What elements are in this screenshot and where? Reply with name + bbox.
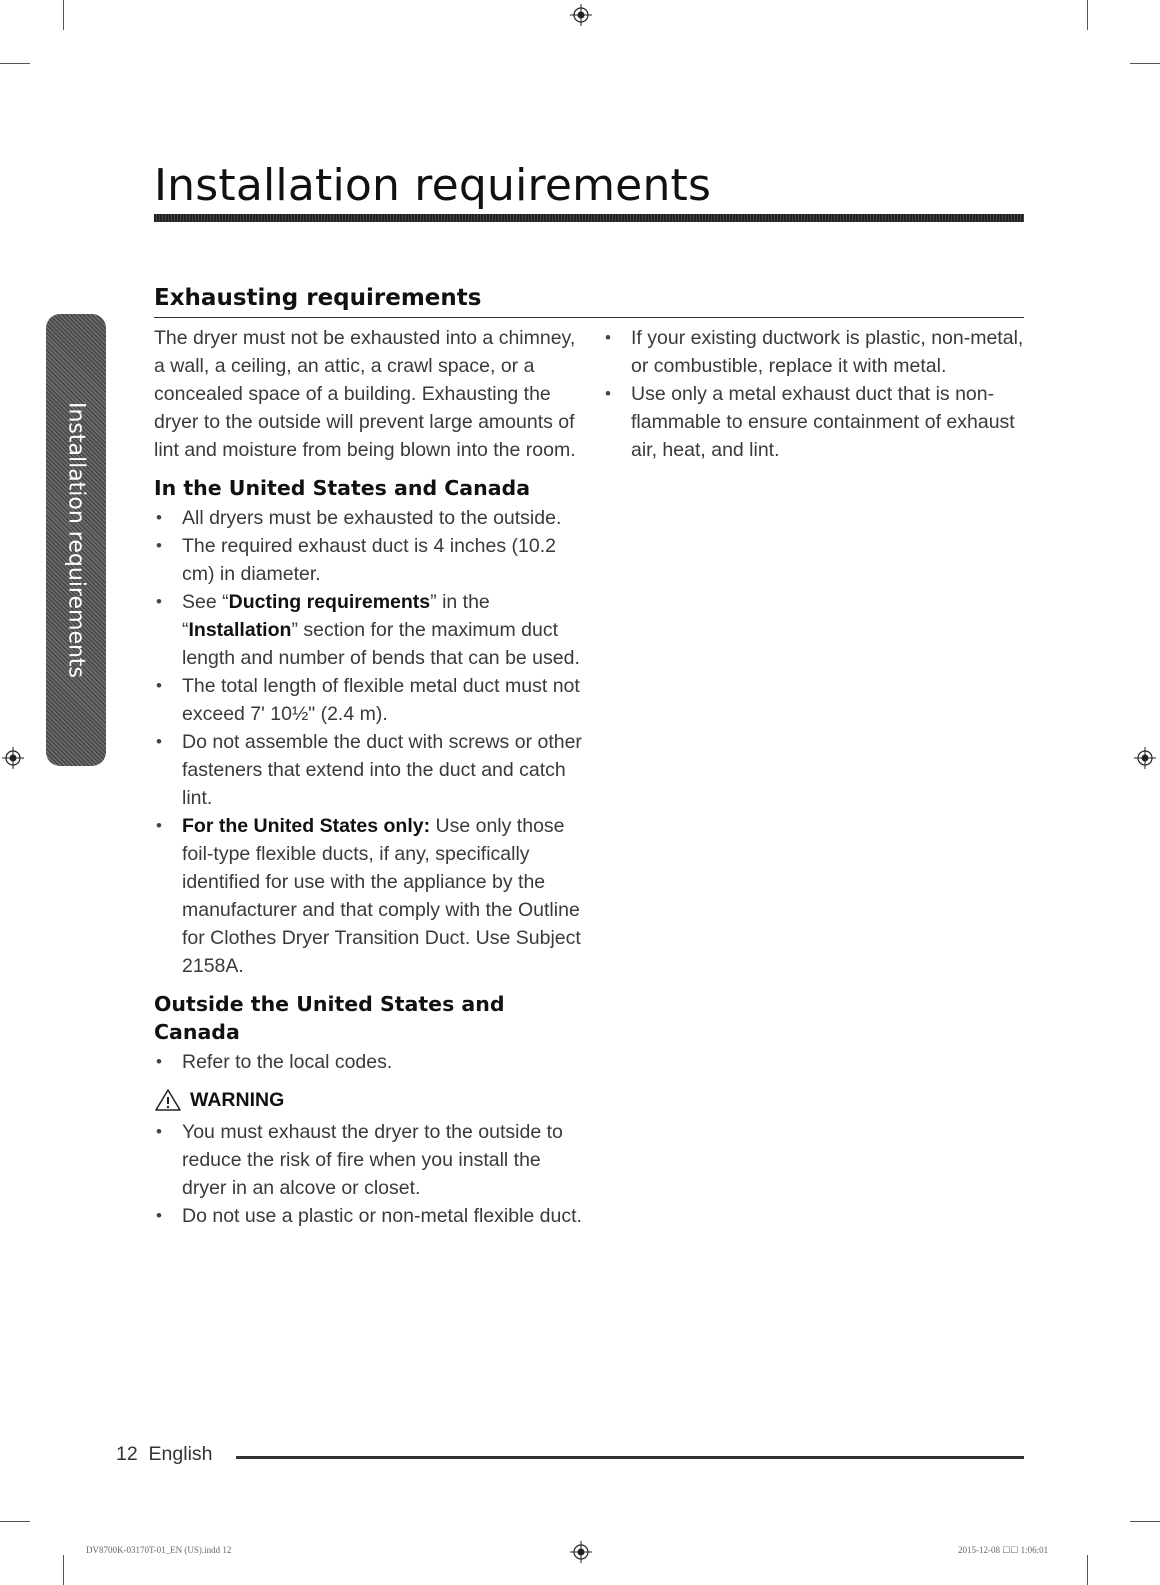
left-column <box>154 324 584 1240</box>
print-slug-date: 2015-12-08 ☐☐ 1:06:01 <box>958 1545 1049 1555</box>
list-item <box>154 588 584 672</box>
registration-mark-icon <box>1134 747 1156 769</box>
footer-rule <box>236 1456 1024 1459</box>
crop-mark <box>1087 0 1088 30</box>
installation-ref: Installation <box>188 619 292 641</box>
side-tab-label: Installation requirements <box>63 401 89 679</box>
list-item: • The required exhaust duct is 4 inches (10.2 cm) in diameter. <box>154 532 584 588</box>
us-canada-heading: In the United States and Canada <box>154 476 531 500</box>
crop-mark <box>1130 63 1160 64</box>
list-item: • The total length of flexible metal duct must not exceed 7' 10½" (2.4 m). <box>154 672 584 728</box>
warning-list <box>154 1118 584 1230</box>
intro-paragraph: The dryer must not be exhausted into a chimney, a wall, a ceiling, an attic, a crawl space, or a concealed space of a building. Exhausting the dryer to the outside will prevent large amounts of lint and moisture from being blown into the room. <box>154 327 576 461</box>
us-only-label: For the United States only: <box>182 815 431 837</box>
page-title: Installation requirements <box>154 160 712 211</box>
registration-mark-icon <box>570 1541 592 1563</box>
page-number: 12 <box>116 1443 138 1465</box>
list-item: • Do not assemble the duct with screws or other fasteners that extend into the duct and catch lint. <box>154 728 584 812</box>
list-item: • You must exhaust the dryer to the outside to reduce the risk of fire when you install the dryer in an alcove or closet. <box>154 1118 584 1202</box>
text-segment: ” in the “ <box>182 591 490 641</box>
crop-mark <box>1087 1555 1088 1585</box>
warning-header <box>154 1086 584 1114</box>
text-segment: ” section for the maximum duct length and number of bends that can be used. <box>182 619 580 669</box>
warning-label: WARNING <box>190 1089 285 1111</box>
page-footer <box>116 1443 213 1466</box>
registration-mark-icon <box>2 747 24 769</box>
text-segment: See “ <box>182 591 229 613</box>
print-slug-file: DV8700K-03170T-01_EN (US).indd 12 <box>86 1545 232 1555</box>
outside-heading: Outside the United States and Canada <box>154 992 505 1044</box>
footer-language: English <box>148 1443 213 1465</box>
warning-triangle-icon <box>154 1088 182 1112</box>
registration-mark-icon <box>570 4 592 26</box>
section-heading: Exhausting requirements <box>154 285 482 311</box>
list-item: • Do not use a plastic or non-metal flexible duct. <box>154 1202 584 1230</box>
list-item: • All dryers must be exhausted to the outside. <box>154 504 584 532</box>
title-rule <box>154 214 1024 222</box>
crop-mark <box>63 0 64 30</box>
list-item: • If your existing ductwork is plastic, non-metal, or combustible, replace it with metal. <box>603 324 1028 380</box>
right-list <box>603 324 1028 464</box>
list-item: • Refer to the local codes. <box>154 1048 584 1076</box>
section-rule <box>154 317 1024 318</box>
ducting-requirements-ref: Ducting requirements <box>228 591 431 613</box>
crop-mark <box>1130 1521 1160 1522</box>
list-item: • Use only a metal exhaust duct that is non-flammable to ensure containment of exhaust air, heat, and lint. <box>603 380 1028 464</box>
crop-mark <box>0 63 30 64</box>
crop-mark <box>0 1521 30 1522</box>
outside-list <box>154 1048 584 1076</box>
list-item <box>154 812 584 980</box>
us-canada-list <box>154 504 584 980</box>
text-segment: Use only those foil-type flexible ducts, if any, specifically identified for use with the appliance by the manufacturer and that comply with the Outline for Clothes Dryer Transition Duct. Use Subject 2158A. <box>182 815 581 977</box>
right-column <box>603 324 1028 474</box>
crop-mark <box>63 1555 64 1585</box>
